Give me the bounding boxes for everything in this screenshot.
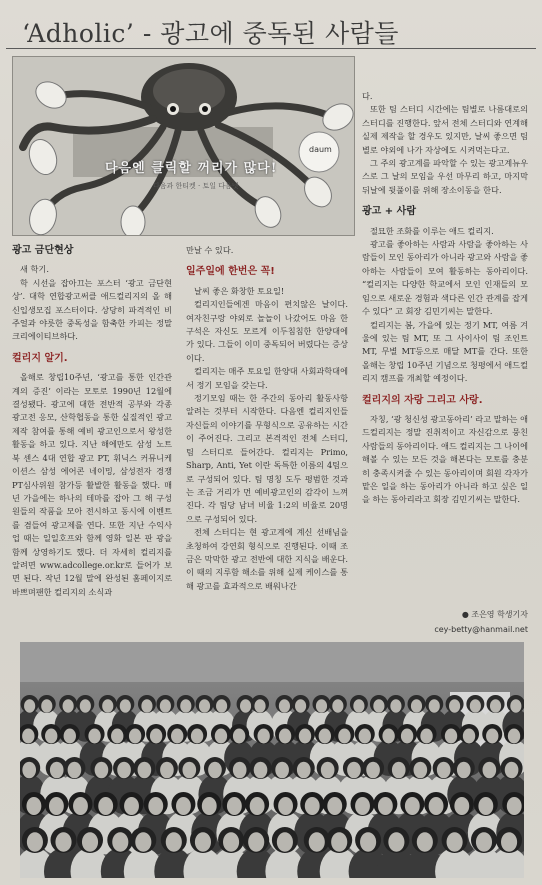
ad-headline: 다음엔 클릭할 꺼리가 많다! bbox=[105, 161, 278, 176]
column-3 bbox=[362, 90, 528, 507]
title-rule bbox=[6, 48, 536, 49]
section-heading: 컬리지의 자랑 그리고 사랑. bbox=[362, 394, 483, 406]
paragraph: 또한 팀 스터디 시간에는 팀별로 나름대로의 스터디를 진행한다. 앞서 전체 스터디와 연계해 실제 제작을 할 경우도 있지만, 날씨 좋으면 팀별로 야외에 나가 자상에도 시켜먹는다고. bbox=[362, 104, 528, 155]
daum-logo: daum bbox=[309, 145, 332, 154]
paragraph: 올해로 창립10주년, ‘광고를 통한 인간관계의 증진’ 이라는 모토로 1990년 12월에 결성됐다. 광고에 대한 전반적 공부와 각종 광고전 응모, 산학협동을 통한 실질적인 광고제작 참여를 통해 예비 광고인으로서 왕성한 활동을 하고 있다. 지난 해에만도 삼성 노트북 센스 4대 연합 광고 PT, 휘닉스 커뮤니케이션스 삼성 에어콘 네이밍, 삼성전자 경쟁 PT심사위원 참가등 활발한 활동을 했다. 매년 가을에는 하나의 테마를 잡아 그 해 구성원들의 작품을 모아 전시하고 동시에 이벤트를 겸들여 광고제를 연다. 또한 지난 수익사업 때는 일일호프와 함께 영화 일본 판 광을 함께 상영하기도 했다. 더 자세히 컬리지를 알려면 www.adcollege.or.kr로 들어가 보면 된다. 작년 12월 말에 완성된 홈페이지로 바쁘며팬한 컬리지의 소식과 bbox=[12, 372, 172, 597]
section-heading: 광고 금단현상 bbox=[12, 245, 74, 256]
byline bbox=[380, 607, 528, 637]
paragraph: 절묘한 조화를 이루는 애드 컬리지. bbox=[370, 225, 494, 236]
ad-subline: 다음과 한티켓 · 토일 다음넷 bbox=[153, 182, 239, 190]
section-heading: 컬리지 알기. bbox=[12, 352, 68, 364]
paragraph: 컬리지는 매주 토요일 한양대 사회과학대에서 정기 모임을 갖는다. bbox=[186, 366, 348, 390]
section-heading: 일주일에 한번은 꼭! bbox=[186, 266, 275, 278]
article-title: ‘Adholic’ - 광고에 중독된 사람들 bbox=[22, 19, 399, 48]
paragraph: 정기모임 때는 한 주간의 동아리 활동사항 알려는 것부터 시작한다. 다음엔 컬리지인들 자신들의 이야기를 무형식으로 공유하는 시간이 주어진다. 그리고 본격적인 전체 스터디, 팀 스터디로 들어간다. 컬리지는 Primo, Sharp, Anti, Yet 이란 독특한 이름의 4팀으로 구성되어 있다. 팀 명칭 도두 평범한 것과는 조금 거리가 먼 예비광고인의 감각이 느껴진다. 각 팀당 남녀 비율 1:2의 비율로 20명으로 구성되어 있다. bbox=[186, 393, 348, 524]
column-2 bbox=[186, 244, 348, 593]
paragraph: 다. bbox=[362, 91, 373, 101]
paragraph: 그 주의 광고계를 파악할 수 있는 광고계뉴우스로 그 날의 모임을 우선 마무리 하고, 마지막 뒤날에 뒷풀이를 위해 장소이동을 한다. bbox=[362, 158, 528, 195]
reporter-email: cey-betty@hanmail.net bbox=[434, 625, 528, 634]
group-photo-illustration bbox=[20, 642, 524, 878]
paragraph: 광고를 좋아하는 사람과 사람을 좋아하는 사람들이 모인 동아리가 아니라 광고와 사람을 좋아하는 사람들이 모여 활동하는 동아리이다. “컬리지는 다양한 학교에서 모인 인재들의 모임으로 새로운 경험과 색다른 인간 관계를 잡게 수 있다” 고 회장 김민기씨는 말한다. bbox=[362, 239, 528, 317]
ad-poster bbox=[12, 56, 355, 236]
octopus-illustration bbox=[13, 57, 354, 235]
paragraph: 학 시선을 잡아끄는 포스터 ‘광고 금단현상’. 대학 연합광고써클 애드컬리지의 올 해 신입생모집 포스터이다. 상당히 파격적인 비주얼과 야릇한 중독성을 함축한 카피는 정말 크리에이티브하다. bbox=[12, 277, 172, 342]
paragraph: 컬리지인들에겐 마음이 편치않은 날이다. 여자친구랑 야외로 놀놀이 나갔어도 마음 한 구석은 자신도 모르게 이두침침한 한양대에 가 있다. 그들이 이미 중독되어 버렸다는 증상이다. bbox=[186, 299, 348, 363]
group-photo bbox=[20, 642, 524, 878]
reporter-name: ● 조은영 학생기자 bbox=[461, 610, 528, 619]
paragraph: 컬리지는 봄, 가을에 있는 정기 MT, 여름 겨울에 있는 팀 MT, 또 그 사이사이 팀 조인트 MT, 무별 MT등으로 매달 MT를 간다. 또한 올해는 창립 10주년 기념으로 청평에서 애드컬리지 캠프를 개최할 예정이다. bbox=[362, 319, 528, 384]
paragraph: 새 학기. bbox=[20, 264, 49, 275]
paragraph: 날씨 좋은 화창한 토요일! bbox=[194, 285, 285, 296]
paragraph: 자칭, ‘광 청신성 광고동아리’ 라고 말하는 애드컬리지는 정말 진취적이고 자신감으로 뭉친 사람들의 동아리이다. 애드 컬리지는 그 나이에 해볼 수 있는 모든 것을 해본다는 모토를 충분히 충족시켜줄 수 있는 동아리이며 회원 각자가 맡은 일을 하는 동아리가 아니라 하고 싶은 일을 하는 동아리라고 회장 김민기씨는 말한다. bbox=[362, 413, 528, 505]
column-1 bbox=[12, 244, 172, 599]
paragraph: 만날 수 있다. bbox=[186, 245, 234, 255]
section-heading: 광고 + 사람 bbox=[362, 206, 416, 218]
paragraph: 전체 스터디는 현 광고계에 계신 선배님을 초청하여 강연회 형식으로 진행된다. 이때 조금은 막막한 광고 전반에 대한 지식을 배운다. 이 때의 지루함 해소를 위해 실제 케이스를 통해 광고를 효과적으로 배워나간 bbox=[186, 527, 348, 591]
